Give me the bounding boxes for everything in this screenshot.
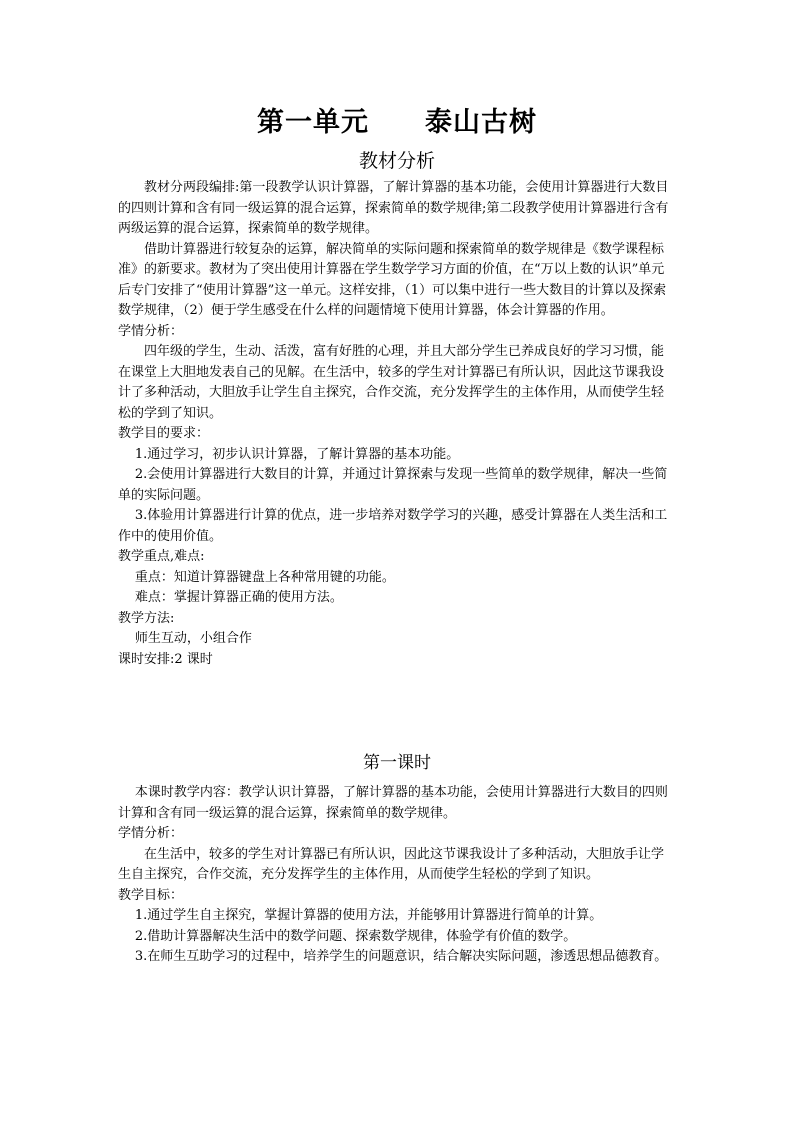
list-item: 2.借助计算器解决生活中的数学问题、探索数学规律，体验学有价值的数学。 — [134, 928, 577, 944]
paragraph: 借助计算器进行较复杂的运算，解决简单的实际问题和探索简单的数学规律是《数学课程标准》的新要求。教材为了突出使用计算器在学生数学学习方面的价值，在“万以上数的认识”单元后专门安排了“使用计算器”这一单元。这样安排，（1）可以集中进行一些大数目的计算以及探索数学规律，（2）便于学生感受在什么样的问题情境下使用计算器，体会计算器的作用。 — [118, 241, 667, 318]
section-textbook-analysis — [118, 178, 676, 670]
heading-student-analysis: 学情分析： — [118, 323, 184, 339]
paragraph: 在生活中，较多的学生对计算器已有所认识，因此这节课我设计了多种活动，大胆放手让学生自主探究，合作交流，充分发挥学生的主体作用，从而使学生轻松的学到了知识。 — [118, 846, 665, 882]
heading-teaching-goals: 教学目标： — [118, 887, 184, 903]
paragraph: 本课时教学内容：教学认识计算器，了解计算器的基本功能，会使用计算器进行大数目的四则计算和含有同一级运算的混合运算，探索简单的数学规律。 — [118, 785, 668, 821]
teaching-method: 师生互动，小组合作 — [134, 631, 252, 646]
list-item: 1.通过学习，初步认识计算器，了解计算器的基本功能。 — [134, 446, 460, 462]
class-schedule: 课时安排:2 课时 — [118, 651, 213, 667]
list-item: 1.通过学生自主探究，掌握计算器的使用方法，并能够用计算器进行简单的计算。 — [134, 908, 603, 923]
page-title: 第一单元 泰山古树 — [257, 107, 537, 138]
heading-student-analysis: 学情分析： — [118, 826, 184, 841]
list-item: 3.在师生互助学习的过程中，培养学生的问题意识，结合解决实际问题，渗透思想品德教育。 — [134, 949, 668, 964]
heading-teaching-method: 教学方法: — [118, 610, 175, 626]
section-heading-textbook-analysis: 教材分析 — [358, 150, 435, 172]
paragraph: 教材分两段编排:第一段教学认识计算器，了解计算器的基本功能，会使用计算器进行大数目的四则计算和含有同一级运算的混合运算，探索简单的数学规律;第二段教学使用计算器进行含有两级运算的混合运算，探索简单的数学规律。 — [118, 180, 669, 236]
paragraph: 四年级的学生，生动、活泼，富有好胜的心理，并且大部分学生已养成良好的学习习惯，能在课堂上大胆地发表自己的见解。在生活中，较多的学生对计算器已有所认识，因此这节课我设计了多种活动，大胆放手让学生自主探究，合作交流，充分发挥学生的主体作用，从而使学生轻松的学到了知识。 — [118, 344, 665, 421]
list-item: 3.体验用计算器进行计算的优点，进一步培养对数学学习的兴趣，感受计算器在人类生活和工作中的使用价值。 — [118, 508, 668, 544]
difficulty-point: 难点：掌握计算器正确的使用方法。 — [134, 590, 343, 605]
heading-key-points: 教学重点,难点: — [118, 549, 205, 564]
section-heading-first-lesson: 第一课时 — [363, 753, 431, 773]
key-point: 重点：知道计算器键盘上各种常用键的功能。 — [134, 569, 395, 585]
heading-teaching-goals: 教学目的要求： — [118, 426, 210, 441]
section-first-lesson — [118, 783, 676, 968]
list-item: 2.会使用计算器进行大数目的计算，并通过计算探索与发现一些简单的数学规律，解决一些简单的实际问题。 — [118, 467, 668, 503]
